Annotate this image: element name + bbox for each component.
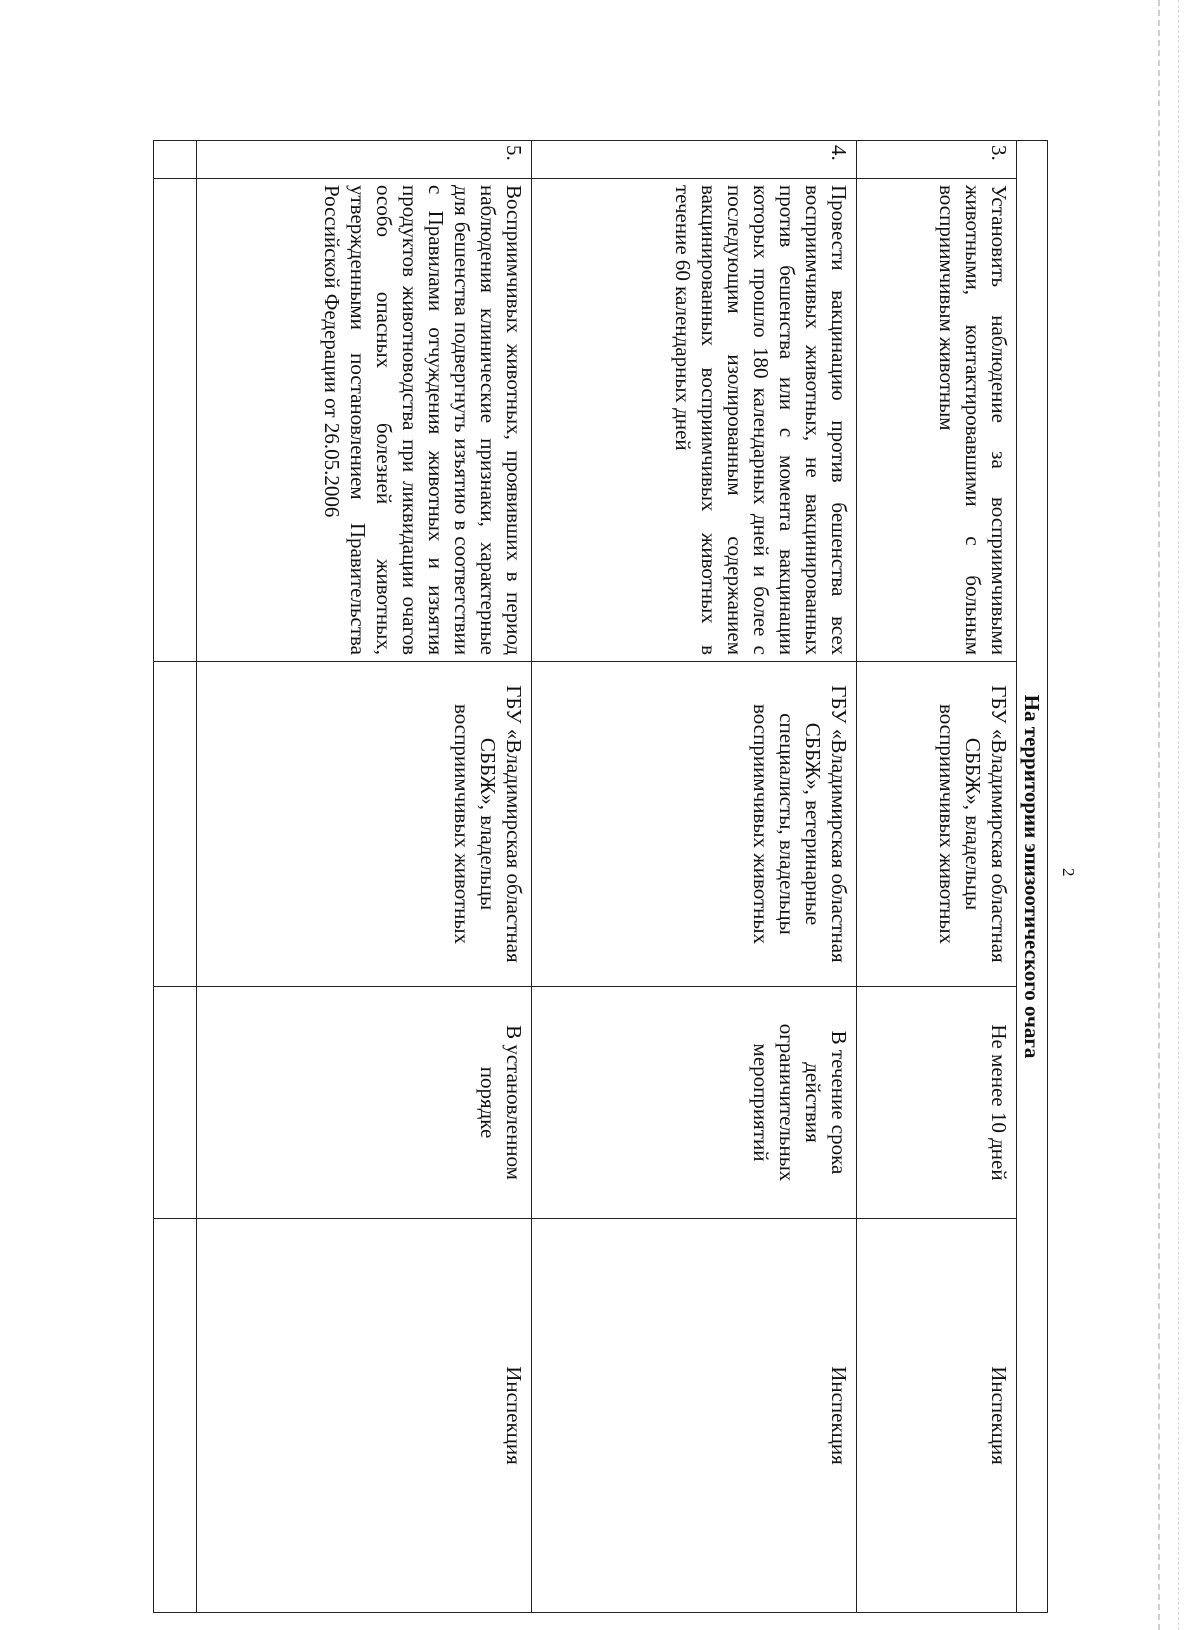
row-responsible: ГБУ «Владимирская областная СББЖ», владельцы восприимчивых животных [197, 662, 532, 987]
row-control: Инспекция [197, 1219, 532, 1613]
row-control: Инспекция [532, 1219, 857, 1613]
row-action: Восприимчивых животных, проявивших в период наблюдения клинические признаки, характерные для бешенства подвергнуть изъятию в соответствии с Правилами отчуждения животных и изъятия продуктов животноводства при ликвидации очагов особо опасных болезней животных, утвержденными постановлением Правительства Российской Федерации от 26.05.2006 [197, 179, 532, 662]
row-responsible [154, 662, 197, 987]
row-term [154, 987, 197, 1219]
table-row [532, 141, 857, 1613]
row-responsible: ГБУ «Владимирская областная СББЖ», владельцы восприимчивых животных [857, 662, 1017, 987]
scan-edge-mark-secondary [1178, 0, 1180, 1630]
table-row [154, 141, 197, 1613]
table-row [197, 141, 532, 1613]
row-action [154, 179, 197, 662]
scan-edge-mark [1158, 0, 1162, 1630]
row-number: 4. [532, 141, 857, 179]
row-responsible: ГБУ «Владимирская областная СББЖ», ветеринарные специалисты, владельцы восприимчивых животных [532, 662, 857, 987]
row-term: Не менее 10 дней [857, 987, 1017, 1219]
row-control: Инспекция [857, 1219, 1017, 1613]
row-action: Установить наблюдение за восприимчивыми животными, контактировавшими с больным восприимчивым животным [857, 179, 1017, 662]
measures-table [153, 140, 1048, 1613]
page-number: 2 [1059, 868, 1078, 877]
row-control [154, 1219, 197, 1613]
row-number: 5. [197, 141, 532, 179]
row-number: 3. [857, 141, 1017, 179]
row-number [154, 141, 197, 179]
section-title: На территории эпизоотического очага [1017, 141, 1048, 1613]
rotated-page-content [153, 140, 1048, 1612]
row-term: В течение срока действия ограничительных мероприятий [532, 987, 857, 1219]
table-row [857, 141, 1017, 1613]
row-term: В установленном порядке [197, 987, 532, 1219]
section-header-row [1017, 141, 1048, 1613]
row-action: Провести вакцинацию против бешенства всех восприимчивых животных, не вакцинированных против бешенства или с момента вакцинации которых прошло 180 календарных дней и более с последующим изолированным содержанием вакцинированных восприимчивых животных в течение 60 календарных дней [532, 179, 857, 662]
